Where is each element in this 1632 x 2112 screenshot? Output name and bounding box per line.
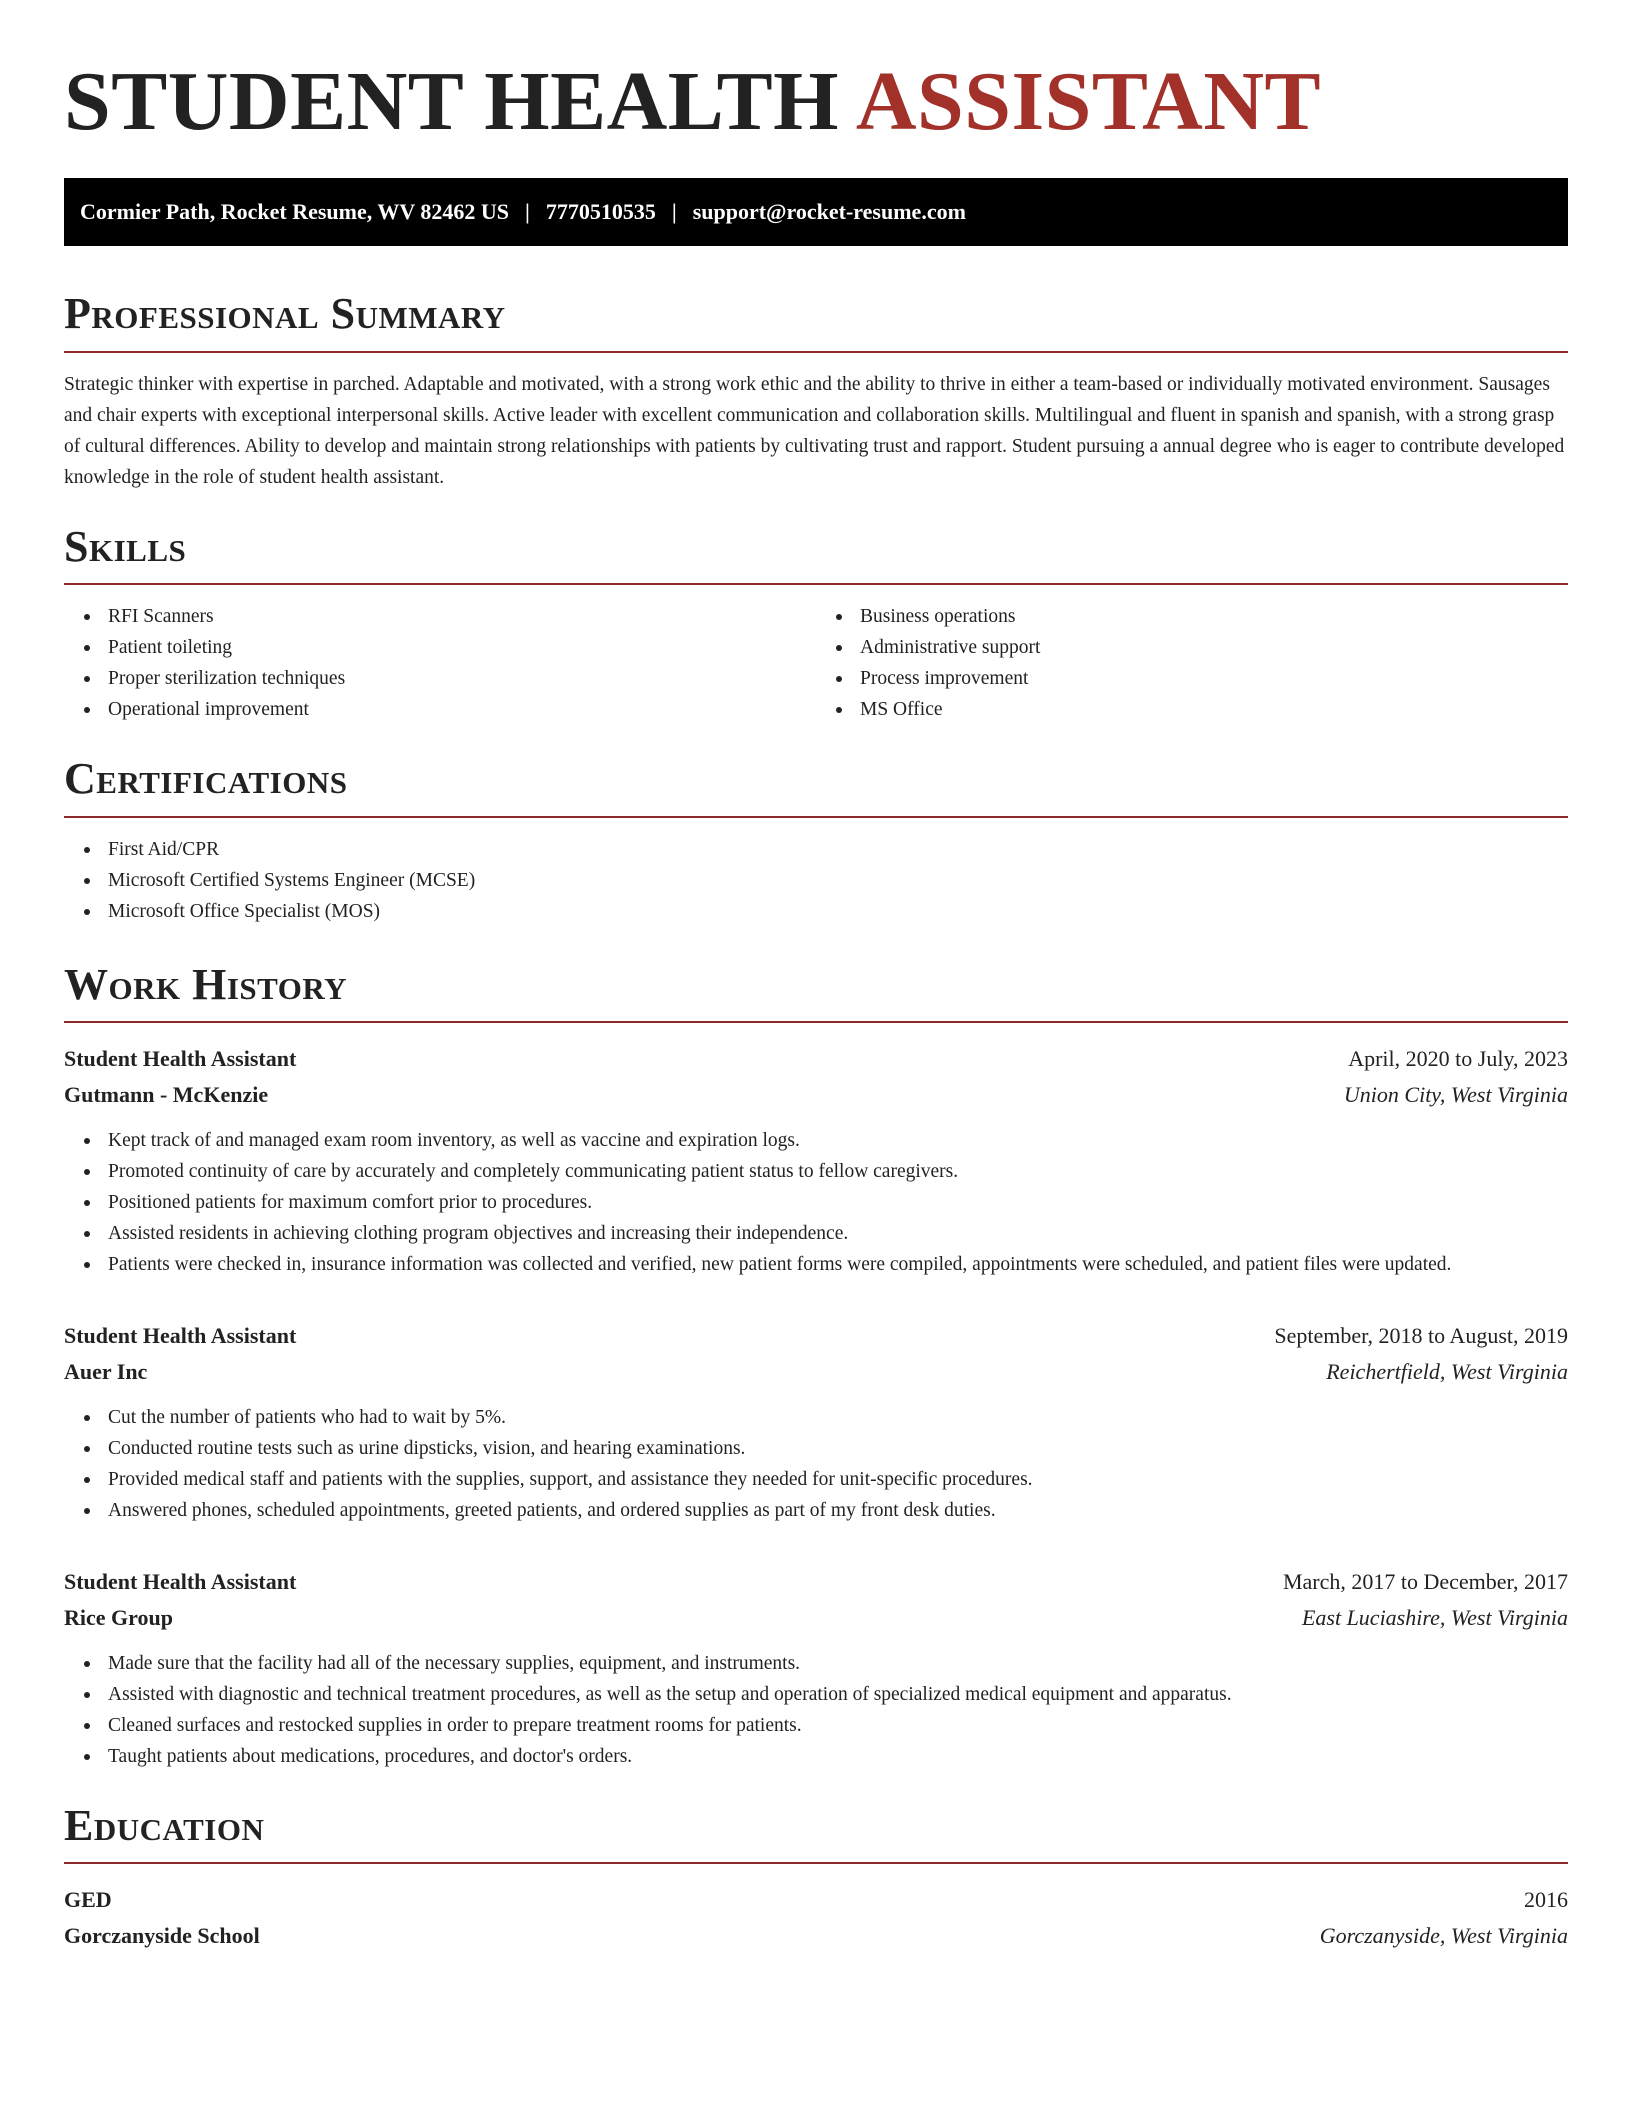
job-duty-item: Taught patients about medications, procedures, and doctor's orders. (108, 1741, 1568, 1772)
section-heading-education: Education (64, 1802, 1568, 1864)
skills-column-1 (64, 601, 816, 725)
skills-grid (64, 585, 1568, 725)
contact-bar (64, 178, 1568, 246)
section-heading-summary: Professional Summary (64, 290, 1568, 352)
job-header-row (64, 1318, 1568, 1354)
skills-section (64, 523, 1568, 725)
job-duty-item: Assisted residents in achieving clothing program objectives and increasing their independence. (108, 1218, 1568, 1249)
title-part1: STUDENT HEALTH (64, 55, 839, 148)
job-duty-item: Patients were checked in, insurance information was collected and verified, new patient forms were compiled, appointments were scheduled, and patient files were updated. (108, 1249, 1568, 1280)
job-duty-item: Cleaned surfaces and restocked supplies in order to prepare treatment rooms for patients. (108, 1710, 1568, 1741)
job-duty-item: Kept track of and managed exam room inventory, as well as vaccine and expiration logs. (108, 1125, 1568, 1156)
job-location: East Luciashire, West Virginia (1301, 1604, 1568, 1630)
skill-item: Administrative support (860, 632, 1568, 663)
job-duties-list (64, 1648, 1568, 1772)
skill-item: Operational improvement (108, 694, 816, 725)
education-header-row (64, 1882, 1568, 1918)
job-company-row (64, 1354, 1568, 1390)
job-duty-item: Positioned patients for maximum comfort prior to procedures. (108, 1187, 1568, 1218)
contact-separator: | (671, 199, 677, 225)
skill-item: MS Office (860, 694, 1568, 725)
job-dates: March, 2017 to December, 2017 (1282, 1568, 1568, 1594)
job-entry (64, 1041, 1568, 1280)
job-title: Student Health Assistant (64, 1045, 297, 1071)
education-entry (64, 1882, 1568, 1954)
skill-item: Business operations (860, 601, 1568, 632)
professional-summary-section (64, 290, 1568, 492)
job-duty-item: Provided medical staff and patients with the supplies, support, and assistance they needed for unit-specific procedures. (108, 1464, 1568, 1495)
skills-column-2 (816, 601, 1568, 725)
job-header-row (64, 1564, 1568, 1600)
contact-address: Cormier Path, Rocket Resume, WV 82462 US (80, 199, 509, 225)
job-duty-item: Promoted continuity of care by accurately and completely communicating patient status to fellow caregivers. (108, 1156, 1568, 1187)
job-duty-item: Assisted with diagnostic and technical treatment procedures, as well as the setup and operation of specialized medical equipment and apparatus. (108, 1679, 1568, 1710)
job-header-row (64, 1041, 1568, 1077)
job-dates: September, 2018 to August, 2019 (1274, 1322, 1568, 1348)
contact-separator: | (524, 199, 530, 225)
contact-email: support@rocket-resume.com (692, 199, 966, 225)
job-duty-item: Conducted routine tests such as urine dipsticks, vision, and hearing examinations. (108, 1433, 1568, 1464)
job-duties-list (64, 1402, 1568, 1526)
section-heading-skills: Skills (64, 523, 1568, 585)
section-heading-work-history: Work History (64, 961, 1568, 1023)
job-location: Union City, West Virginia (1343, 1081, 1568, 1107)
job-duty-item: Made sure that the facility had all of the necessary supplies, equipment, and instruments. (108, 1648, 1568, 1679)
certification-item: Microsoft Office Specialist (MOS) (108, 896, 1568, 927)
certifications-section (64, 755, 1568, 926)
education-degree: GED (64, 1887, 112, 1913)
job-title: Student Health Assistant (64, 1322, 297, 1348)
job-dates: April, 2020 to July, 2023 (1348, 1045, 1568, 1071)
education-school-row (64, 1918, 1568, 1954)
work-history-section (64, 961, 1568, 1772)
education-location: Gorczanyside, West Virginia (1319, 1923, 1568, 1949)
skill-item: Proper sterilization techniques (108, 663, 816, 694)
education-school: Gorczanyside School (64, 1923, 260, 1949)
skill-item: RFI Scanners (108, 601, 816, 632)
education-section (64, 1802, 1568, 1954)
job-location: Reichertfield, West Virginia (1326, 1358, 1568, 1384)
job-company-row (64, 1600, 1568, 1636)
certification-item: Microsoft Certified Systems Engineer (MCSE) (108, 865, 1568, 896)
job-title: Student Health Assistant (64, 1568, 297, 1594)
summary-text: Strategic thinker with expertise in parched. Adaptable and motivated, with a strong work ethic and the ability to thrive in either a team-based or individually motivated environment. Sausages and chair experts with exceptional interpersonal skills. Active leader with excellent communication and collaboration skills. Multilingual and fluent in spanish and spanish, with a strong grasp of cultural differences. Ability to develop and maintain strong relationships with patients by cultivating trust and rapport. Student pursuing a annual degree who is eager to contribute developed knowledge in the role of student health assistant. (64, 373, 1565, 488)
resume-title (64, 56, 1568, 148)
certification-item: First Aid/CPR (108, 834, 1568, 865)
job-duties-list (64, 1125, 1568, 1280)
job-entry (64, 1318, 1568, 1526)
job-company: Auer Inc (64, 1358, 148, 1384)
certifications-list (64, 834, 1568, 927)
job-duty-item: Answered phones, scheduled appointments, greeted patients, and ordered supplies as part of my front desk duties. (108, 1495, 1568, 1526)
job-company-row (64, 1077, 1568, 1113)
job-company: Rice Group (64, 1604, 173, 1630)
education-year: 2016 (1524, 1887, 1568, 1913)
section-heading-certifications: Certifications (64, 755, 1568, 817)
skill-item: Process improvement (860, 663, 1568, 694)
job-entry (64, 1564, 1568, 1772)
skill-item: Patient toileting (108, 632, 816, 663)
contact-phone: 7770510535 (545, 199, 656, 225)
title-part2: ASSISTANT (855, 55, 1322, 148)
job-company: Gutmann - McKenzie (64, 1081, 269, 1107)
job-duty-item: Cut the number of patients who had to wait by 5%. (108, 1402, 1568, 1433)
